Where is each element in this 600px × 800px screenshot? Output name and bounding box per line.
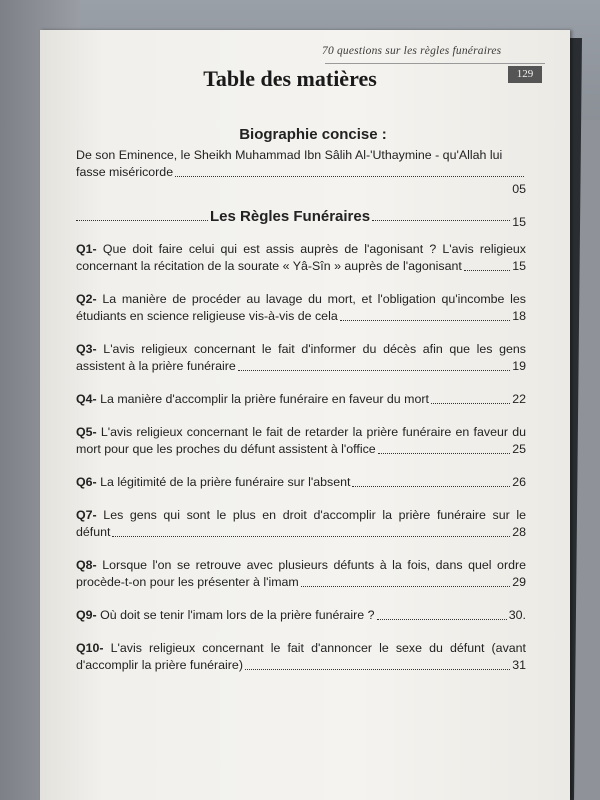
toc-entry (76, 557, 526, 591)
section-title: Les Règles Funéraires (210, 208, 371, 225)
entry-text: Lorsque l'on se retrouve avec plusieurs défunts à la fois, dans quel ordre (102, 558, 526, 572)
entry-last-line (76, 441, 526, 458)
entry-text: Que doit faire celui qui est assis auprès de l'agonisant ? L'avis religieux (102, 242, 526, 256)
dot-leader (464, 270, 510, 271)
entry-text-end: La légitimité de la prière funéraire sur l'absent (100, 475, 351, 489)
dot-leader (377, 619, 507, 620)
dot-leader (431, 403, 510, 404)
entry-page-number: 22 (512, 392, 526, 406)
entry-page-number: 30. (508, 608, 526, 622)
dot-leader (352, 486, 510, 487)
entry-page-number: 26 (512, 475, 526, 489)
toc-entry (76, 241, 526, 275)
entry-text-end: mort pour que les proches du défunt assistent à l'office (76, 442, 376, 456)
entry-text-end: assistent à la prière funéraire (76, 359, 236, 373)
dot-leader (372, 220, 510, 221)
entry-text-end: Où doit se tenir l'imam lors de la prière funéraire ? (100, 608, 375, 622)
dot-leader (245, 669, 510, 670)
entry-page-number: 18 (512, 309, 526, 323)
entry-last-line (76, 358, 526, 375)
entry-first-line (76, 241, 526, 258)
question-number: Q6- (76, 475, 97, 489)
question-number: Q8- (76, 558, 97, 572)
dot-leader (301, 586, 510, 587)
question-number: Q3- (76, 342, 97, 356)
entry-page-number: 28 (512, 525, 526, 539)
entry-last-line (76, 258, 526, 275)
page-title: Table des matières (203, 66, 377, 91)
entry-last-line (76, 574, 526, 591)
entry-text-end: La manière d'accomplir la prière funéraire en faveur du mort (100, 392, 429, 406)
question-list (76, 241, 526, 674)
entry-first-line (76, 507, 526, 524)
question-number: Q2- (76, 292, 97, 306)
entry-text: L'avis religieux concernant le fait d'informer du décès afin que les gens (103, 342, 527, 356)
dot-leader (378, 453, 511, 454)
entry-text-end: défunt (76, 525, 111, 539)
entry-text-end: concernant la récitation de la sourate « Yâ-Sîn » auprès de l'agonisant (76, 259, 462, 273)
entry-page-number: 19 (512, 359, 526, 373)
entry-text-end: procède-t-on pour les présenter à l'imam (76, 575, 299, 589)
toc-entry (76, 607, 526, 624)
entry-text: Les gens qui sont le plus en droit d'accomplir la prière funéraire sur le (103, 508, 526, 522)
biography-line-2: fasse miséricorde (76, 165, 174, 179)
running-head: 70 questions sur les règles funéraires (322, 45, 502, 57)
entry-first-line (76, 291, 526, 308)
entry-page-number: 15 (512, 259, 526, 273)
dot-leader (175, 176, 524, 177)
biography-heading: Biographie concise : (239, 126, 387, 143)
page-number: 129 (508, 66, 542, 83)
question-number: Q1- (76, 242, 97, 256)
dot-leader (340, 320, 510, 321)
toc-entry (76, 341, 526, 375)
question-number: Q5- (76, 425, 97, 439)
question-number: Q4- (76, 392, 97, 406)
toc-entry (76, 507, 526, 541)
entry-last-line (76, 524, 526, 541)
biography-page: 05 (512, 182, 526, 196)
toc-entry (76, 291, 526, 325)
entry-first-line (76, 424, 526, 441)
entry-first-line (76, 557, 526, 574)
toc-entry (76, 474, 526, 491)
entry-page-number: 31 (512, 658, 526, 672)
toc-entry (76, 424, 526, 458)
entry-text-end: étudiants en science religieuse vis-à-vis de cela (76, 309, 338, 323)
entry-text: L'avis religieux concernant le fait de retarder la prière funéraire en faveur du (100, 425, 526, 439)
dot-leader (76, 220, 208, 221)
entry-last-line (76, 474, 526, 491)
section-entry (76, 208, 526, 229)
entry-page-number: 25 (512, 442, 526, 456)
biography-line: De son Eminence, le Sheikh Muhammad Ibn Sâlih Al-'Uthaymine - qu'Allah lui (76, 148, 503, 162)
entry-text: La manière de procéder au lavage du mort, et l'obligation qu'incombe les (102, 292, 526, 306)
entry-last-line (76, 308, 526, 325)
question-number: Q10- (76, 641, 104, 655)
toc-entry (76, 640, 526, 674)
entry-text-end: d'accomplir la prière funéraire) (76, 658, 243, 672)
entry-last-line (76, 391, 526, 408)
header-rule (325, 63, 545, 64)
entry-first-line (76, 640, 526, 657)
entry-text: L'avis religieux concernant le fait d'annoncer le sexe du défunt (avant (110, 641, 526, 655)
toc-entry (76, 391, 526, 408)
entry-last-line (76, 607, 526, 624)
section-page: 15 (512, 215, 526, 229)
dot-leader (238, 370, 510, 371)
biography-entry (76, 164, 526, 181)
dot-leader (112, 536, 510, 537)
question-number: Q9- (76, 608, 97, 622)
table-of-contents (76, 126, 526, 674)
entry-first-line (76, 341, 526, 358)
entry-last-line (76, 657, 526, 674)
entry-page-number: 29 (512, 575, 526, 589)
question-number: Q7- (76, 508, 97, 522)
